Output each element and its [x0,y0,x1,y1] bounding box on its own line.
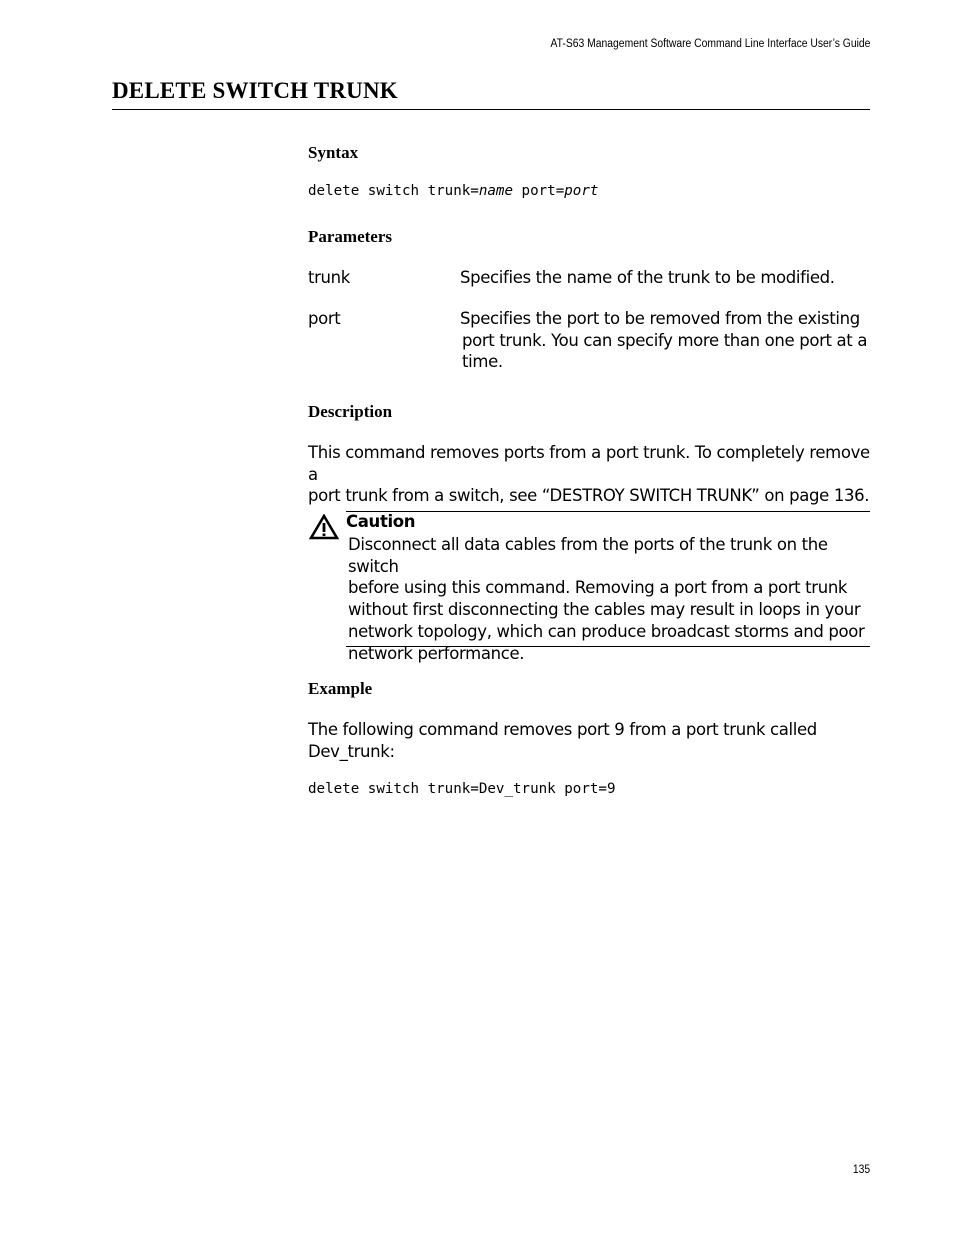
running-header: AT-S63 Management Software Command Line Interface User’s Guide [550,38,870,50]
syntax-heading: Syntax [308,143,359,162]
example-line: Dev_trunk: [308,741,395,761]
syntax-port-variable: port [564,183,599,199]
caution-line: without first disconnecting the cables may result in loops in your [348,600,861,620]
parameter-desc-trunk [460,267,870,289]
parameters-heading: Parameters [308,227,393,246]
page-title: DELETE SWITCH TRUNK [112,78,398,103]
syntax-port-prefix: port= [513,183,565,199]
parameter-desc-line: time. [462,352,503,372]
parameter-desc-port [460,308,870,373]
syntax-command-prefix: delete switch trunk= [308,183,479,199]
parameter-desc-line: port trunk. You can specify more than one port at a [462,330,868,350]
caution-line: before using this command. Removing a port from a port trunk [348,578,848,598]
caution-bottom-rule [346,646,870,647]
parameter-name-port: port [308,309,341,328]
caution-line: Disconnect all data cables from the ports of the trunk on the switch [348,535,828,576]
caution-text [348,534,870,664]
syntax-name-variable: name [478,183,514,199]
example-paragraph [308,719,870,762]
syntax-command [308,183,598,199]
parameter-desc-line: Specifies the name of the trunk to be modified. [460,268,835,287]
caution-label: Caution [346,512,416,531]
parameter-desc-line: Specifies the port to be removed from the existing [460,309,860,328]
example-command: delete switch trunk=Dev_trunk port=9 [308,781,616,797]
title-rule [112,109,870,110]
caution-top-rule [346,511,870,512]
description-line: This command removes ports from a port trunk. To completely remove a [308,443,870,484]
caution-line: network performance. [348,643,525,663]
description-paragraph [308,442,870,507]
page-number: 135 [852,1164,870,1176]
warning-triangle-icon [309,514,339,540]
caution-line: network topology, which can produce broadcast storms and poor [348,621,865,641]
parameter-name-trunk: trunk [308,268,350,287]
description-line: port trunk from a switch, see “DESTROY SWITCH TRUNK” on page 136. [308,486,870,506]
example-heading: Example [308,679,373,698]
example-line: The following command removes port 9 from a port trunk called [308,720,817,739]
description-heading: Description [308,402,393,421]
